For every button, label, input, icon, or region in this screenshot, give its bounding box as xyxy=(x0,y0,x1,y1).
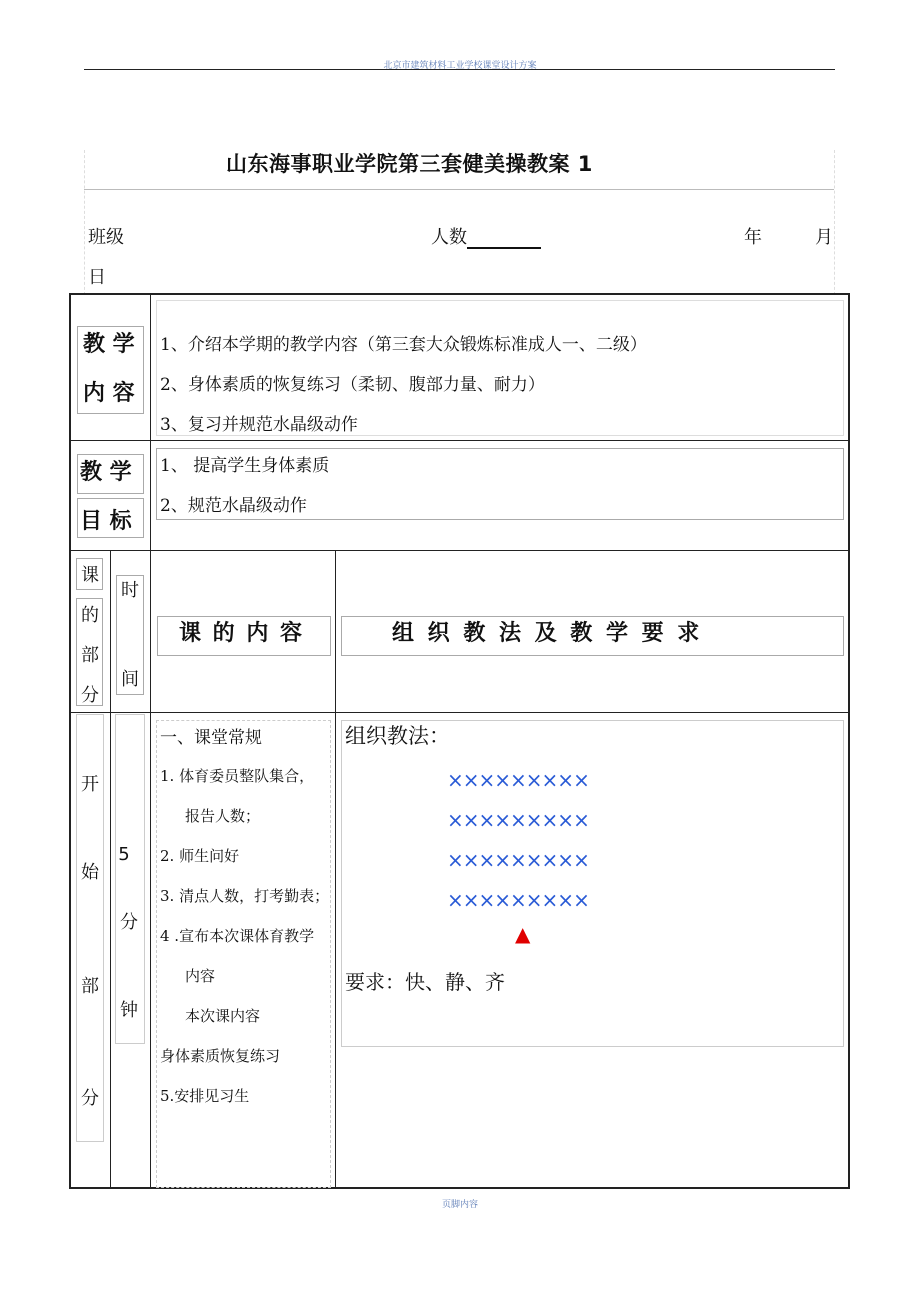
content-item-1: 1、介绍本学期的教学内容（第三套大众锻炼标准成人一、二级） xyxy=(160,335,647,355)
page-title: 山东海事职业学院第三套健美操教案 1 xyxy=(226,152,593,176)
part-header-char-4: 分 xyxy=(81,685,99,706)
start-content-line-7: 内容 xyxy=(185,967,216,985)
goal-label-line1: 教 学 xyxy=(80,460,132,485)
row-divider-3 xyxy=(69,712,850,713)
start-time-char-1: 5 xyxy=(118,844,130,865)
col-divider-method xyxy=(335,550,336,1189)
requirement-text: 要求：快、静、齐 xyxy=(345,970,505,994)
row-divider-2 xyxy=(69,550,850,551)
start-content-line-1: 一、课堂常规 xyxy=(160,728,262,748)
guide-right xyxy=(834,150,835,295)
content-label-line2: 内 容 xyxy=(83,381,135,406)
start-time-char-2: 分 xyxy=(120,912,138,933)
table-left-border xyxy=(69,293,71,1189)
method-title: 组织教法： xyxy=(345,724,450,748)
class-label: 班级 xyxy=(88,227,124,248)
start-part-char-1: 开 xyxy=(81,774,99,795)
count-label: 人数 xyxy=(431,227,467,248)
formation-row-1: ××××××××× xyxy=(447,768,589,792)
start-content-box xyxy=(156,720,331,1188)
part-header-char-3: 部 xyxy=(81,645,99,666)
header-rule xyxy=(84,69,835,70)
start-content-line-4: 2. 师生问好 xyxy=(160,847,240,865)
page-header: 北京市建筑材料工业学校课堂设计方案 xyxy=(383,61,537,71)
count-blank xyxy=(467,229,541,249)
start-content-line-3: 报告人数； xyxy=(185,807,261,825)
formation-row-4: ××××××××× xyxy=(447,888,589,912)
day-label: 日 xyxy=(88,267,106,288)
start-content-line-8: 本次课内容 xyxy=(185,1007,261,1025)
start-time-char-3: 钟 xyxy=(120,1000,138,1021)
start-content-line-2: 1. 体育委员整队集合， xyxy=(160,767,315,785)
start-content-line-6: 4 .宣布本次课体育教学 xyxy=(160,927,315,945)
col-divider-main xyxy=(150,293,151,1189)
year-label: 年 xyxy=(744,227,762,248)
start-part-char-4: 分 xyxy=(81,1088,99,1109)
content-header: 课 的 内 容 xyxy=(179,621,304,646)
count-field xyxy=(431,223,541,249)
month-label: 月 xyxy=(815,227,833,248)
title-rule xyxy=(84,189,834,190)
table-top-border xyxy=(69,293,850,295)
content-item-3: 3、复习并规范水晶级动作 xyxy=(160,415,358,435)
part-header-char-2: 的 xyxy=(81,605,99,626)
teacher-triangle-icon: ▲ xyxy=(515,922,531,946)
start-content-line-5: 3. 清点人数，打考勤表； xyxy=(160,887,330,905)
page-footer: 页脚内容 xyxy=(441,1200,478,1210)
start-part-char-3: 部 xyxy=(81,976,99,997)
start-content-line-9: 身体素质恢复练习 xyxy=(160,1047,281,1065)
guide-left xyxy=(84,150,85,295)
table-right-border xyxy=(848,293,850,1189)
formation-row-3: ××××××××× xyxy=(447,848,589,872)
col-divider-time xyxy=(110,550,111,1189)
start-method-box xyxy=(341,720,844,1047)
time-header-char-1: 时 xyxy=(121,580,139,601)
start-part-char-2: 始 xyxy=(81,862,99,883)
start-content-line-10: 5.安排见习生 xyxy=(160,1087,250,1105)
formation-row-2: ××××××××× xyxy=(447,808,589,832)
content-item-2: 2、身体素质的恢复练习（柔韧、腹部力量、耐力） xyxy=(160,375,545,395)
goal-item-1: 1、 提高学生身体素质 xyxy=(160,456,330,476)
row-divider-1 xyxy=(69,440,850,441)
method-header: 组 织 教 法 及 教 学 要 求 xyxy=(392,621,703,646)
goal-label-line2: 目 标 xyxy=(80,509,132,534)
time-header-char-2: 间 xyxy=(121,669,139,690)
content-label-line1: 教 学 xyxy=(83,332,135,357)
start-time-box xyxy=(115,714,145,1044)
goal-item-2: 2、规范水晶级动作 xyxy=(160,496,307,516)
part-header-char-1: 课 xyxy=(81,565,99,586)
